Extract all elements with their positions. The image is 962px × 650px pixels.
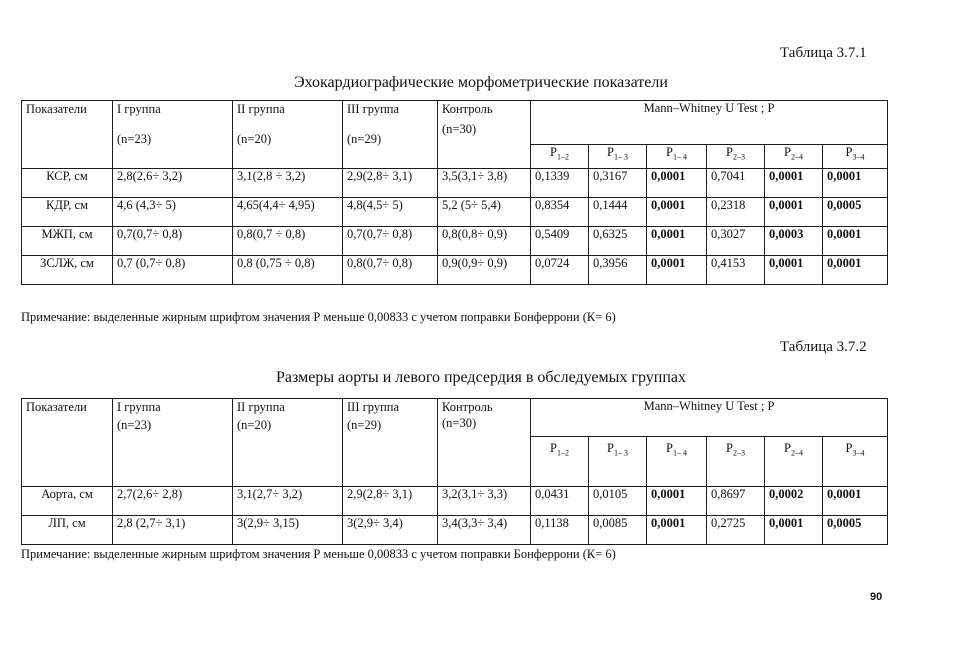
row-label: КДР, см (22, 198, 113, 227)
p-value: 0,0085 (589, 516, 647, 545)
header-group-1: I группа (n=23) (113, 399, 233, 487)
group-value: 0,8(0,7 ÷ 0,8) (233, 227, 343, 256)
header-control: Контроль (n=30) (438, 399, 531, 487)
row-label: КСР, см (22, 169, 113, 198)
header-indicator: Показатели (22, 399, 113, 487)
p-value: 0,0001 (823, 169, 888, 198)
p-value: 0,3956 (589, 256, 647, 285)
p-value: 0,7041 (707, 169, 765, 198)
p-value: 0,0001 (647, 256, 707, 285)
header-p: $P_{2-3}$ (707, 437, 765, 487)
p-value: 0,0002 (765, 487, 823, 516)
group-value: 3,5(3,1÷ 3,8) (438, 169, 531, 198)
header-test: Mann–Whitney U Test ; P (531, 399, 888, 437)
data-table (21, 100, 888, 285)
header-p: $P_{2-3}$ (707, 145, 765, 169)
p-value: 0,0431 (531, 487, 589, 516)
group-value: 3,2(3,1÷ 3,3) (438, 487, 531, 516)
group-value: 3(2,9÷ 3,15) (233, 516, 343, 545)
table-row (22, 169, 888, 198)
group-value: 3,4(3,3÷ 3,4) (438, 516, 531, 545)
header-p: $P_{1-2}$ (531, 145, 589, 169)
header-p: $P_{1- 4}$ (647, 145, 707, 169)
p-value: 0,0001 (647, 198, 707, 227)
group-value: 5,2 (5÷ 5,4) (438, 198, 531, 227)
group-value: 0,8 (0,75 ÷ 0,8) (233, 256, 343, 285)
group-value: 3,1(2,7÷ 3,2) (233, 487, 343, 516)
table-row (22, 256, 888, 285)
row-label: МЖП, см (22, 227, 113, 256)
table-note: Примечание: выделенные жирным шрифтом значения Р меньше 0,00833 с учетом поправки Бонферрони (К= 6) (21, 547, 616, 561)
p-value: 0,0001 (765, 516, 823, 545)
p-value: 0,0003 (765, 227, 823, 256)
row-label: Аорта, см (22, 487, 113, 516)
header-p: $P_{2-4}$ (765, 145, 823, 169)
p-value: 0,8354 (531, 198, 589, 227)
p-value: 0,2318 (707, 198, 765, 227)
p-value: 0,0001 (765, 198, 823, 227)
p-value: 0,0001 (765, 256, 823, 285)
row-label: ЗСЛЖ, см (22, 256, 113, 285)
p-value: 0,0001 (647, 227, 707, 256)
p-value: 0,4153 (707, 256, 765, 285)
group-value: 4,6 (4,3÷ 5) (113, 198, 233, 227)
p-value: 0,0105 (589, 487, 647, 516)
group-value: 0,7(0,7÷ 0,8) (343, 227, 438, 256)
header-p: $P_{1- 3}$ (589, 145, 647, 169)
row-label: ЛП, см (22, 516, 113, 545)
p-value: 0,1339 (531, 169, 589, 198)
group-value: 4,65(4,4÷ 4,95) (233, 198, 343, 227)
p-value: 0,0001 (647, 516, 707, 545)
table-label: Таблица 3.7.1 (780, 45, 867, 61)
p-value: 0,0001 (823, 227, 888, 256)
group-value: 3(2,9÷ 3,4) (343, 516, 438, 545)
p-value: 0,1138 (531, 516, 589, 545)
header-p: $P_{1- 3}$ (589, 437, 647, 487)
header-p: $P_{3-4}$ (823, 145, 888, 169)
p-value: 0,3167 (589, 169, 647, 198)
header-group-2: II группа (n=20) (233, 399, 343, 487)
group-value: 0,9(0,9÷ 0,9) (438, 256, 531, 285)
header-p: $P_{1-2}$ (531, 437, 589, 487)
table-row (22, 487, 888, 516)
group-value: 2,9(2,8÷ 3,1) (343, 487, 438, 516)
p-value: 0,0001 (823, 256, 888, 285)
p-value: 0,0001 (647, 169, 707, 198)
p-value: 0,3027 (707, 227, 765, 256)
p-value: 0,2725 (707, 516, 765, 545)
group-value: 0,7 (0,7÷ 0,8) (113, 256, 233, 285)
page-number: 90 (870, 591, 883, 603)
group-value: 0,8(0,8÷ 0,9) (438, 227, 531, 256)
header-p: $P_{1- 4}$ (647, 437, 707, 487)
group-value: 2,8(2,6÷ 3,2) (113, 169, 233, 198)
p-value: 0,0005 (823, 516, 888, 545)
group-value: 0,8(0,7÷ 0,8) (343, 256, 438, 285)
header-p: $P_{3-4}$ (823, 437, 888, 487)
header-p: $P_{2-4}$ (765, 437, 823, 487)
p-value: 0,8697 (707, 487, 765, 516)
table-note: Примечание: выделенные жирным шрифтом значения Р меньше 0,00833 с учетом поправки Бонферрони (К= 6) (21, 310, 616, 324)
header-group-1: I группа (n=23) (113, 101, 233, 169)
group-value: 2,8 (2,7÷ 3,1) (113, 516, 233, 545)
p-value: 0,0001 (647, 487, 707, 516)
table-row (22, 227, 888, 256)
p-value: 0,0005 (823, 198, 888, 227)
table-label: Таблица 3.7.2 (780, 339, 867, 355)
p-value: 0,0724 (531, 256, 589, 285)
group-value: 2,7(2,6÷ 2,8) (113, 487, 233, 516)
table-title: Эхокардиографические морфометрические показатели (294, 74, 668, 91)
p-value: 0,0001 (823, 487, 888, 516)
group-value: 0,7(0,7÷ 0,8) (113, 227, 233, 256)
header-group-3: III группа (n=29) (343, 399, 438, 487)
p-value: 0,5409 (531, 227, 589, 256)
header-group-3: III группа (n=29) (343, 101, 438, 169)
table-row (22, 198, 888, 227)
group-value: 4,8(4,5÷ 5) (343, 198, 438, 227)
table-row (22, 516, 888, 545)
data-table (21, 398, 888, 545)
p-value: 0,1444 (589, 198, 647, 227)
table-title: Размеры аорты и левого предсердия в обследуемых группах (276, 369, 686, 386)
header-control: Контроль (n=30) (438, 101, 531, 169)
header-test: Mann–Whitney U Test ; P (531, 101, 888, 145)
group-value: 3,1(2,8 ÷ 3,2) (233, 169, 343, 198)
header-indicator: Показатели (22, 101, 113, 169)
p-value: 0,0001 (765, 169, 823, 198)
group-value: 2,9(2,8÷ 3,1) (343, 169, 438, 198)
header-group-2: II группа (n=20) (233, 101, 343, 169)
p-value: 0,6325 (589, 227, 647, 256)
